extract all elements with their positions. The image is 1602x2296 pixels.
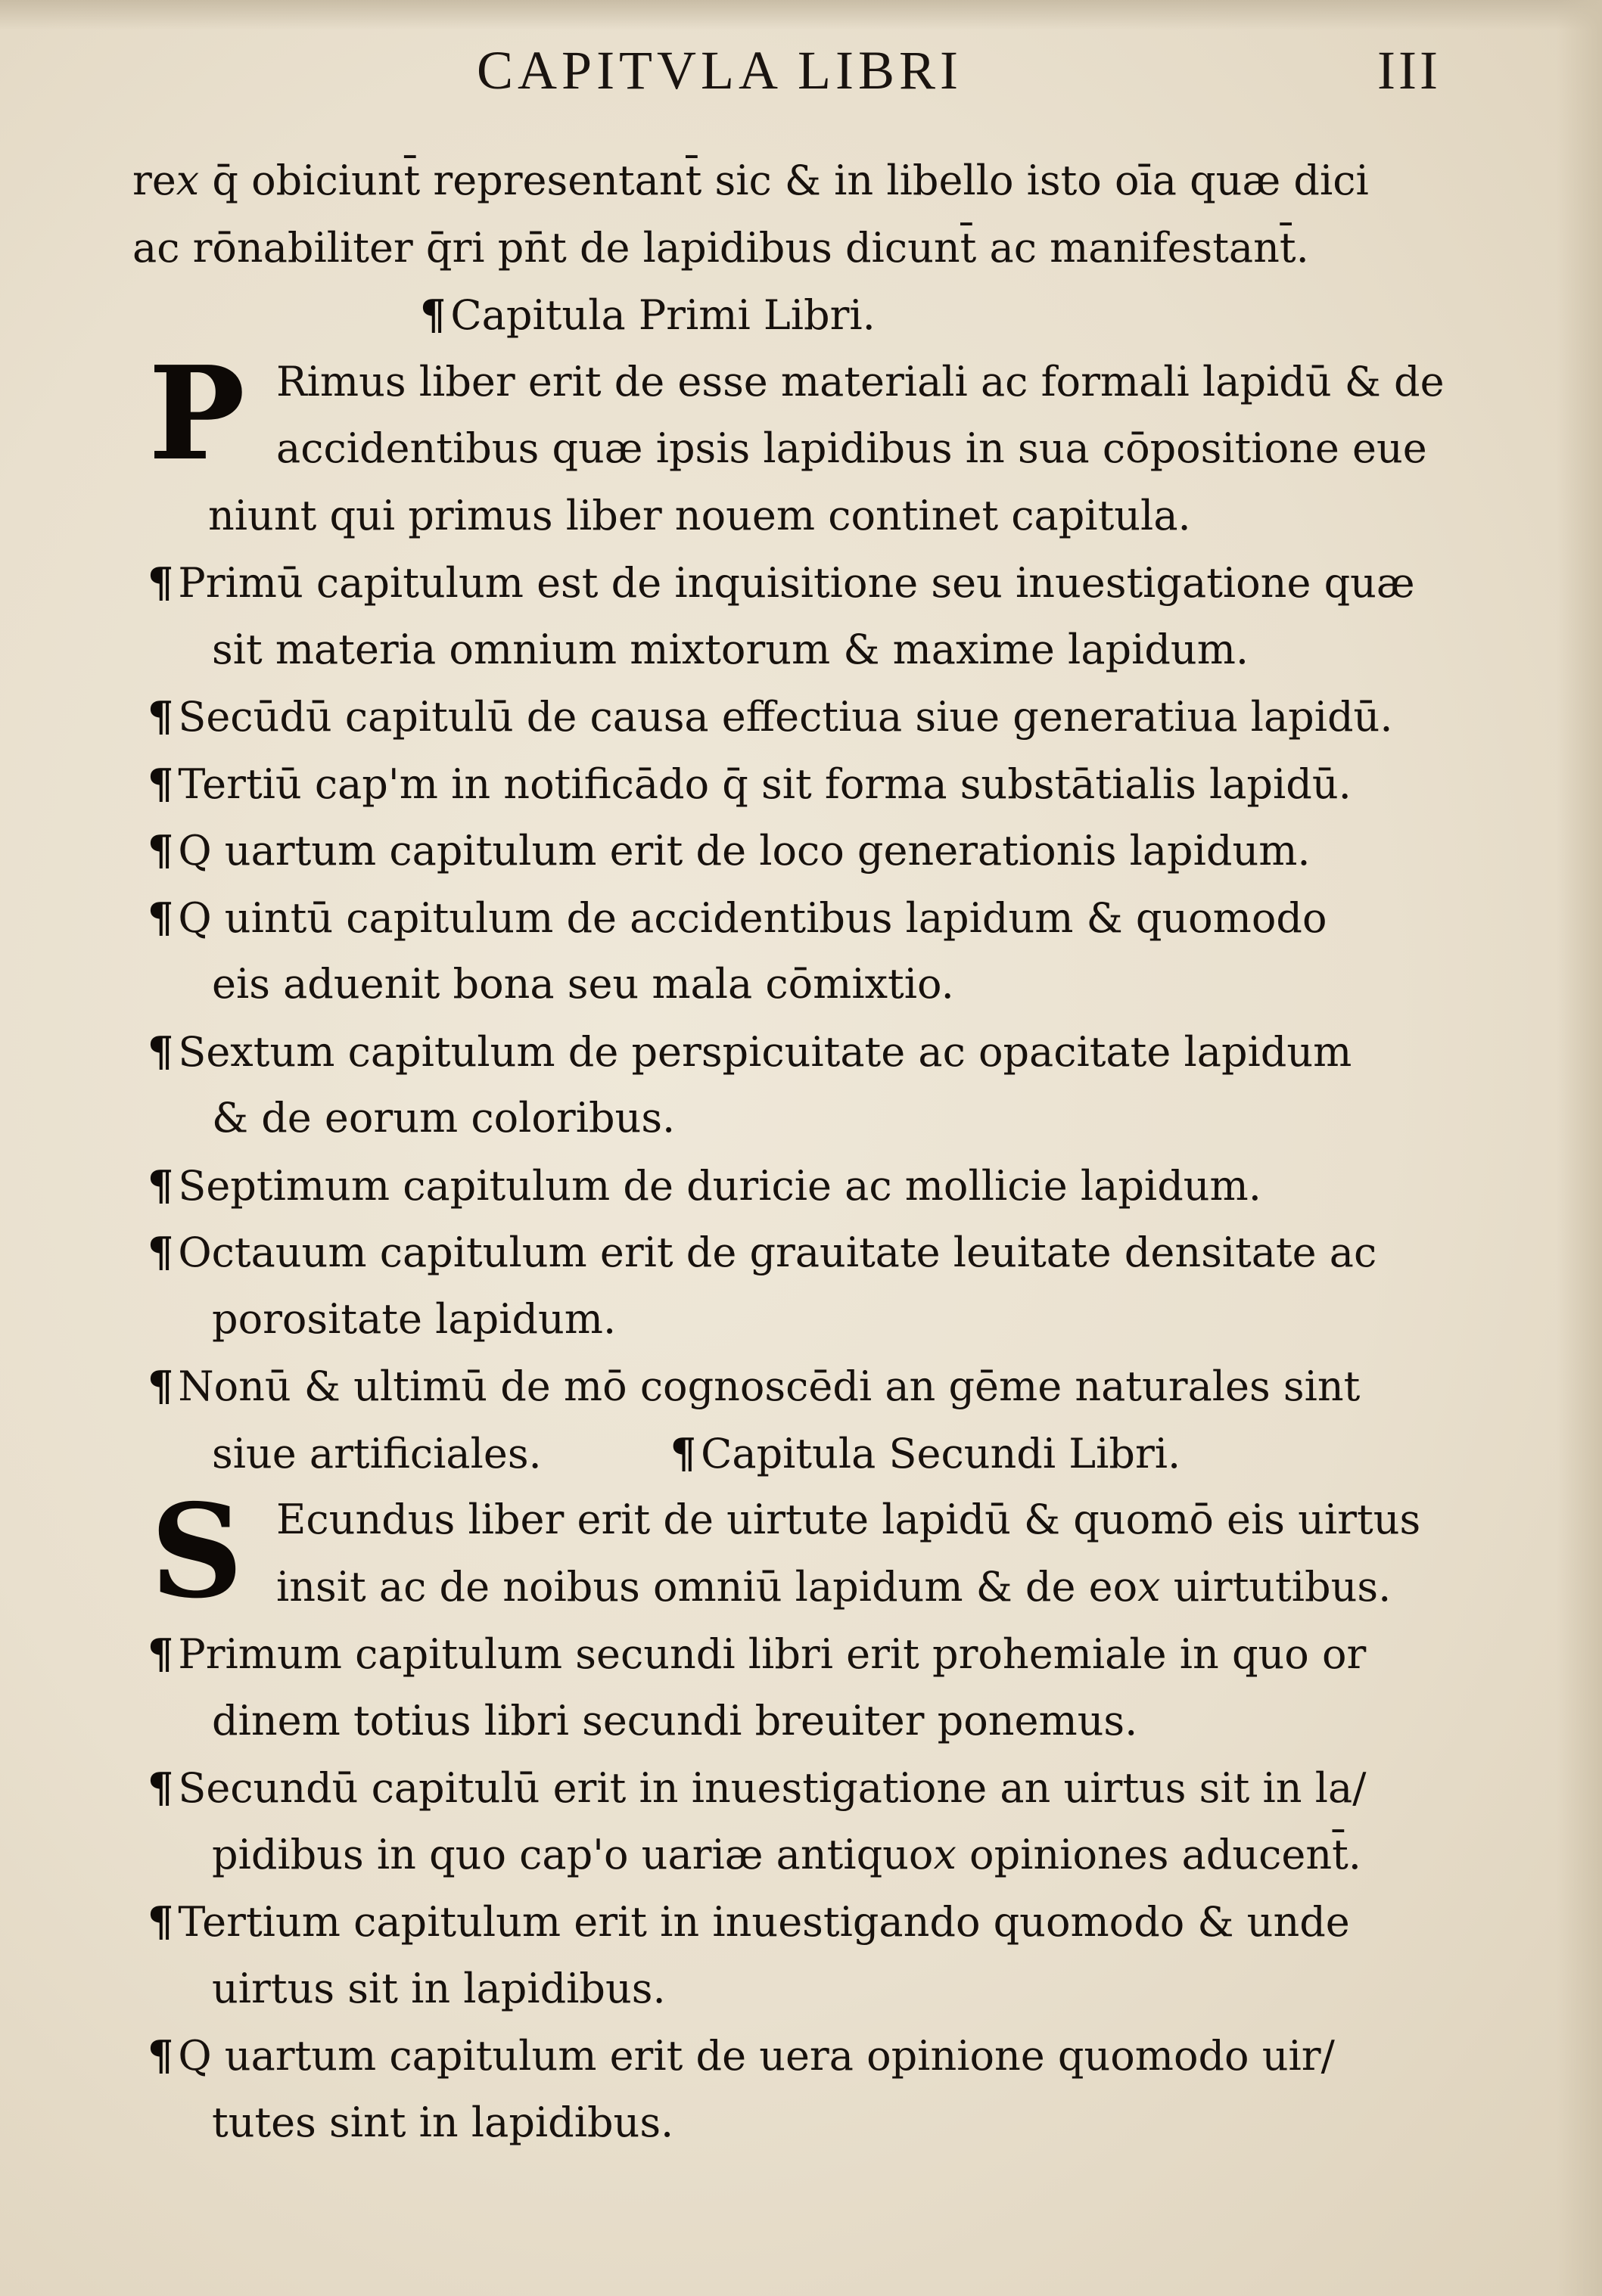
book1-chapter-8: [132, 1219, 1532, 1353]
chapter-text: Nonū & ultimū de mō cognoscēdi an gēme naturales sint: [178, 1362, 1361, 1410]
chapter-text: Secūdū capitulū de causa effectiua siue generatiua lapidū.: [178, 693, 1393, 741]
book1-initial-lines: [276, 349, 1445, 483]
chapter-text: Q uartum capitulum erit de uera opinione quomodo uir/: [178, 2032, 1335, 2080]
book1-initial-line-2: accidentibus quæ ipsis lapidibus in sua cōpositione eue: [276, 424, 1427, 472]
book1-chapter-2: [132, 683, 1532, 750]
book1-chapter-5: [132, 884, 1532, 1018]
pilcrow-mark: ¶: [148, 1630, 174, 1678]
pilcrow-mark: ¶: [148, 759, 174, 808]
book1-heading: [132, 281, 1532, 349]
decorated-initial-s: S: [150, 1476, 244, 1627]
chapter-text: Secundū capitulū erit in inuestigatione an uirtus sit in la/: [178, 1764, 1367, 1812]
book1-chapter-6: [132, 1018, 1532, 1152]
book2-heading: [670, 1420, 1181, 1488]
chapter-text: Octauum capitulum erit de grauitate leuitate densitate ac: [178, 1229, 1377, 1276]
book1-chapter-7: [132, 1152, 1532, 1219]
chapter-continuation: siue artificiales.: [212, 1429, 542, 1477]
page-top-edge-shadow: [0, 0, 1602, 30]
chapter-text: Q uintū capitulum de accidentibus lapidum & quomodo: [178, 893, 1327, 942]
pilcrow-mark: ¶: [670, 1428, 697, 1477]
chapter-text: Tertium capitulum erit in inuestigando quomodo & unde: [178, 1898, 1350, 1946]
chapter-continuation: tutes sint in lapidibus.: [212, 2098, 674, 2146]
chapter-text: Primū capitulum est de inquisitione seu inuestigatione quæ: [178, 559, 1415, 607]
pilcrow-mark: ¶: [148, 692, 174, 741]
book2-initial-line-2: insit ac de noibus omniū lapidum & de eo𝑥 uirtutibus.: [276, 1562, 1392, 1611]
chapter-continuation: dinem totius libri secundi breuiter ponemus.: [212, 1696, 1138, 1745]
book1-initial-continuation: niunt qui primus liber nouem continet capitula.: [208, 491, 1191, 539]
book1-initial-line-1: Rimus liber erit de esse materiali ac formali lapidū & de: [276, 357, 1445, 405]
book1-initial-paragraph: [132, 337, 1532, 489]
book2-heading-text: Capitula Secundi Libri.: [701, 1429, 1181, 1477]
book1-chapter-1: [132, 549, 1532, 683]
pilcrow-mark: ¶: [148, 1763, 174, 1812]
pilcrow-mark: ¶: [148, 826, 174, 875]
text-block: [132, 148, 1532, 2156]
pilcrow-mark: ¶: [148, 1160, 174, 1210]
book2-chapter-3: [132, 1888, 1532, 2022]
intro-line-2: ac rōnabiliter q̄ri pn̄t de lapidibus dicunt̄ ac manifestant̄.: [132, 223, 1309, 272]
pilcrow-mark: ¶: [148, 1362, 174, 1410]
pilcrow-mark: ¶: [148, 1027, 174, 1076]
chapter-continuation: eis aduenit bona seu mala cōmixtio.: [212, 960, 954, 1008]
chapter-text: Primum capitulum secundi libri erit prohemiale in quo or: [178, 1630, 1367, 1678]
book2-initial-lines: [276, 1487, 1420, 1620]
book1-chapter-3: [132, 750, 1532, 818]
book2-initial-line-1: Ecundus liber erit de uirtute lapidū & quomō eis uirtus: [276, 1496, 1421, 1543]
book2-chapter-1: [132, 1620, 1532, 1754]
page-header: [0, 39, 1602, 107]
chapter-text: Tertiū cap'm in notificādo q̄ sit forma substātialis lapidū.: [178, 760, 1352, 808]
pilcrow-mark: ¶: [420, 290, 446, 339]
chapter-continuation: uirtus sit in lapidibus.: [212, 1964, 666, 2012]
chapter-continuation: sit materia omnium mixtorum & maxime lapidum.: [212, 625, 1249, 673]
book1-chapter-9: [132, 1353, 1532, 1487]
chapter-text: Septimum capitulum de duricie ac mollicie lapidum.: [178, 1161, 1261, 1210]
intro-line-1: re𝑥 q̄ obiciunt̄ representant̄ sic & in libello isto oīa quæ dici: [132, 157, 1369, 204]
pilcrow-mark: ¶: [148, 2031, 174, 2080]
chapter-continuation: porositate lapidum.: [212, 1294, 617, 1343]
chapter-text: Q uartum capitulum erit de loco generationis lapidum.: [178, 827, 1311, 875]
pilcrow-mark: ¶: [148, 1228, 174, 1276]
pilcrow-mark: ¶: [148, 1897, 174, 1946]
chapter-continuation: & de eorum coloribus.: [212, 1094, 676, 1142]
book1-chapter-4: [132, 817, 1532, 884]
book2-chapter-4: [132, 2022, 1532, 2156]
pilcrow-mark: ¶: [148, 893, 174, 942]
running-title: CAPITVLA LIBRI: [477, 40, 963, 101]
chapter-continuation: pidibus in quo cap'o uariæ antiquo𝑥 opiniones aducent̄.: [212, 1830, 1361, 1878]
book2-initial-paragraph: [132, 1476, 1532, 1627]
decorated-initial-p: P: [148, 337, 245, 489]
book2-chapter-2: [132, 1754, 1532, 1888]
page-right-edge-shadow: [1557, 0, 1602, 2296]
pilcrow-mark: ¶: [148, 558, 174, 607]
chapter-text: Sextum capitulum de perspicuitate ac opacitate lapidum: [178, 1027, 1352, 1076]
book1-heading-text: Capitula Primi Libri.: [450, 291, 876, 339]
folio-number: III: [1377, 40, 1441, 101]
